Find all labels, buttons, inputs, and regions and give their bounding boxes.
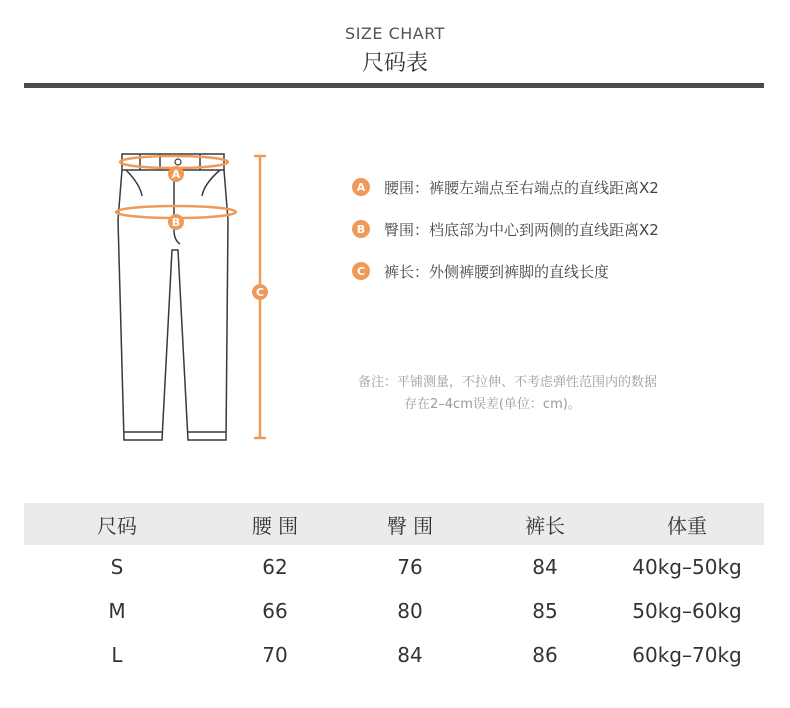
- table-row: [24, 589, 764, 633]
- marker-b: [168, 214, 184, 230]
- table-header: [24, 503, 764, 545]
- table-row: [24, 545, 764, 589]
- svg-text:C: C: [255, 286, 265, 299]
- legend-item-length: [352, 260, 772, 282]
- cell-weight: 50kg–60kg: [632, 599, 742, 623]
- cell-waist: 66: [262, 599, 288, 623]
- legend-item-hip: [352, 218, 772, 240]
- measurement-legend: [352, 176, 772, 302]
- pants-diagram: [100, 140, 300, 460]
- cell-size: S: [110, 555, 124, 579]
- note-line-1: 备注：平铺测量，不拉伸、不考虑弹性范围内的数据: [358, 375, 658, 390]
- note-line-2: 存在2–4cm误差(单位：cm)。: [404, 397, 581, 412]
- header-size: 尺码: [97, 513, 137, 538]
- table-row: [24, 633, 764, 677]
- marker-c: [252, 284, 268, 300]
- size-table: [24, 503, 764, 677]
- header-length: 裤长: [525, 513, 565, 538]
- header-hip: 臀 围: [386, 513, 434, 538]
- legend-text: 腰围：裤腰左端点至右端点的直线距离X2: [384, 178, 659, 197]
- cell-weight: 40kg–50kg: [632, 555, 742, 579]
- title-english: SIZE CHART: [345, 24, 445, 43]
- cell-length: 84: [532, 555, 558, 579]
- legend-text: 裤长：外侧裤腰到裤脚的直线长度: [384, 262, 610, 281]
- header-weight: 体重: [667, 513, 707, 538]
- measurement-note: [358, 372, 758, 416]
- cell-hip: 76: [397, 555, 423, 579]
- svg-text:A: A: [171, 168, 181, 181]
- header-waist: 腰 围: [251, 513, 299, 538]
- cell-waist: 62: [262, 555, 288, 579]
- cell-waist: 70: [262, 643, 288, 667]
- title-chinese: 尺码表: [361, 51, 428, 76]
- cell-hip: 84: [397, 643, 423, 667]
- cell-size: M: [108, 599, 126, 623]
- cell-length: 86: [532, 643, 558, 667]
- marker-a-icon: A: [352, 178, 370, 196]
- cell-hip: 80: [397, 599, 423, 623]
- cell-size: L: [111, 643, 123, 667]
- cell-weight: 60kg–70kg: [632, 643, 742, 667]
- marker-c-icon: C: [352, 262, 370, 280]
- legend-item-waist: [352, 176, 772, 198]
- header-divider: [24, 83, 764, 88]
- legend-text: 臀围：档底部为中心到两侧的直线距离X2: [384, 220, 659, 239]
- marker-b-icon: B: [352, 220, 370, 238]
- svg-text:B: B: [171, 216, 181, 229]
- cell-length: 85: [532, 599, 558, 623]
- marker-a: [168, 166, 184, 182]
